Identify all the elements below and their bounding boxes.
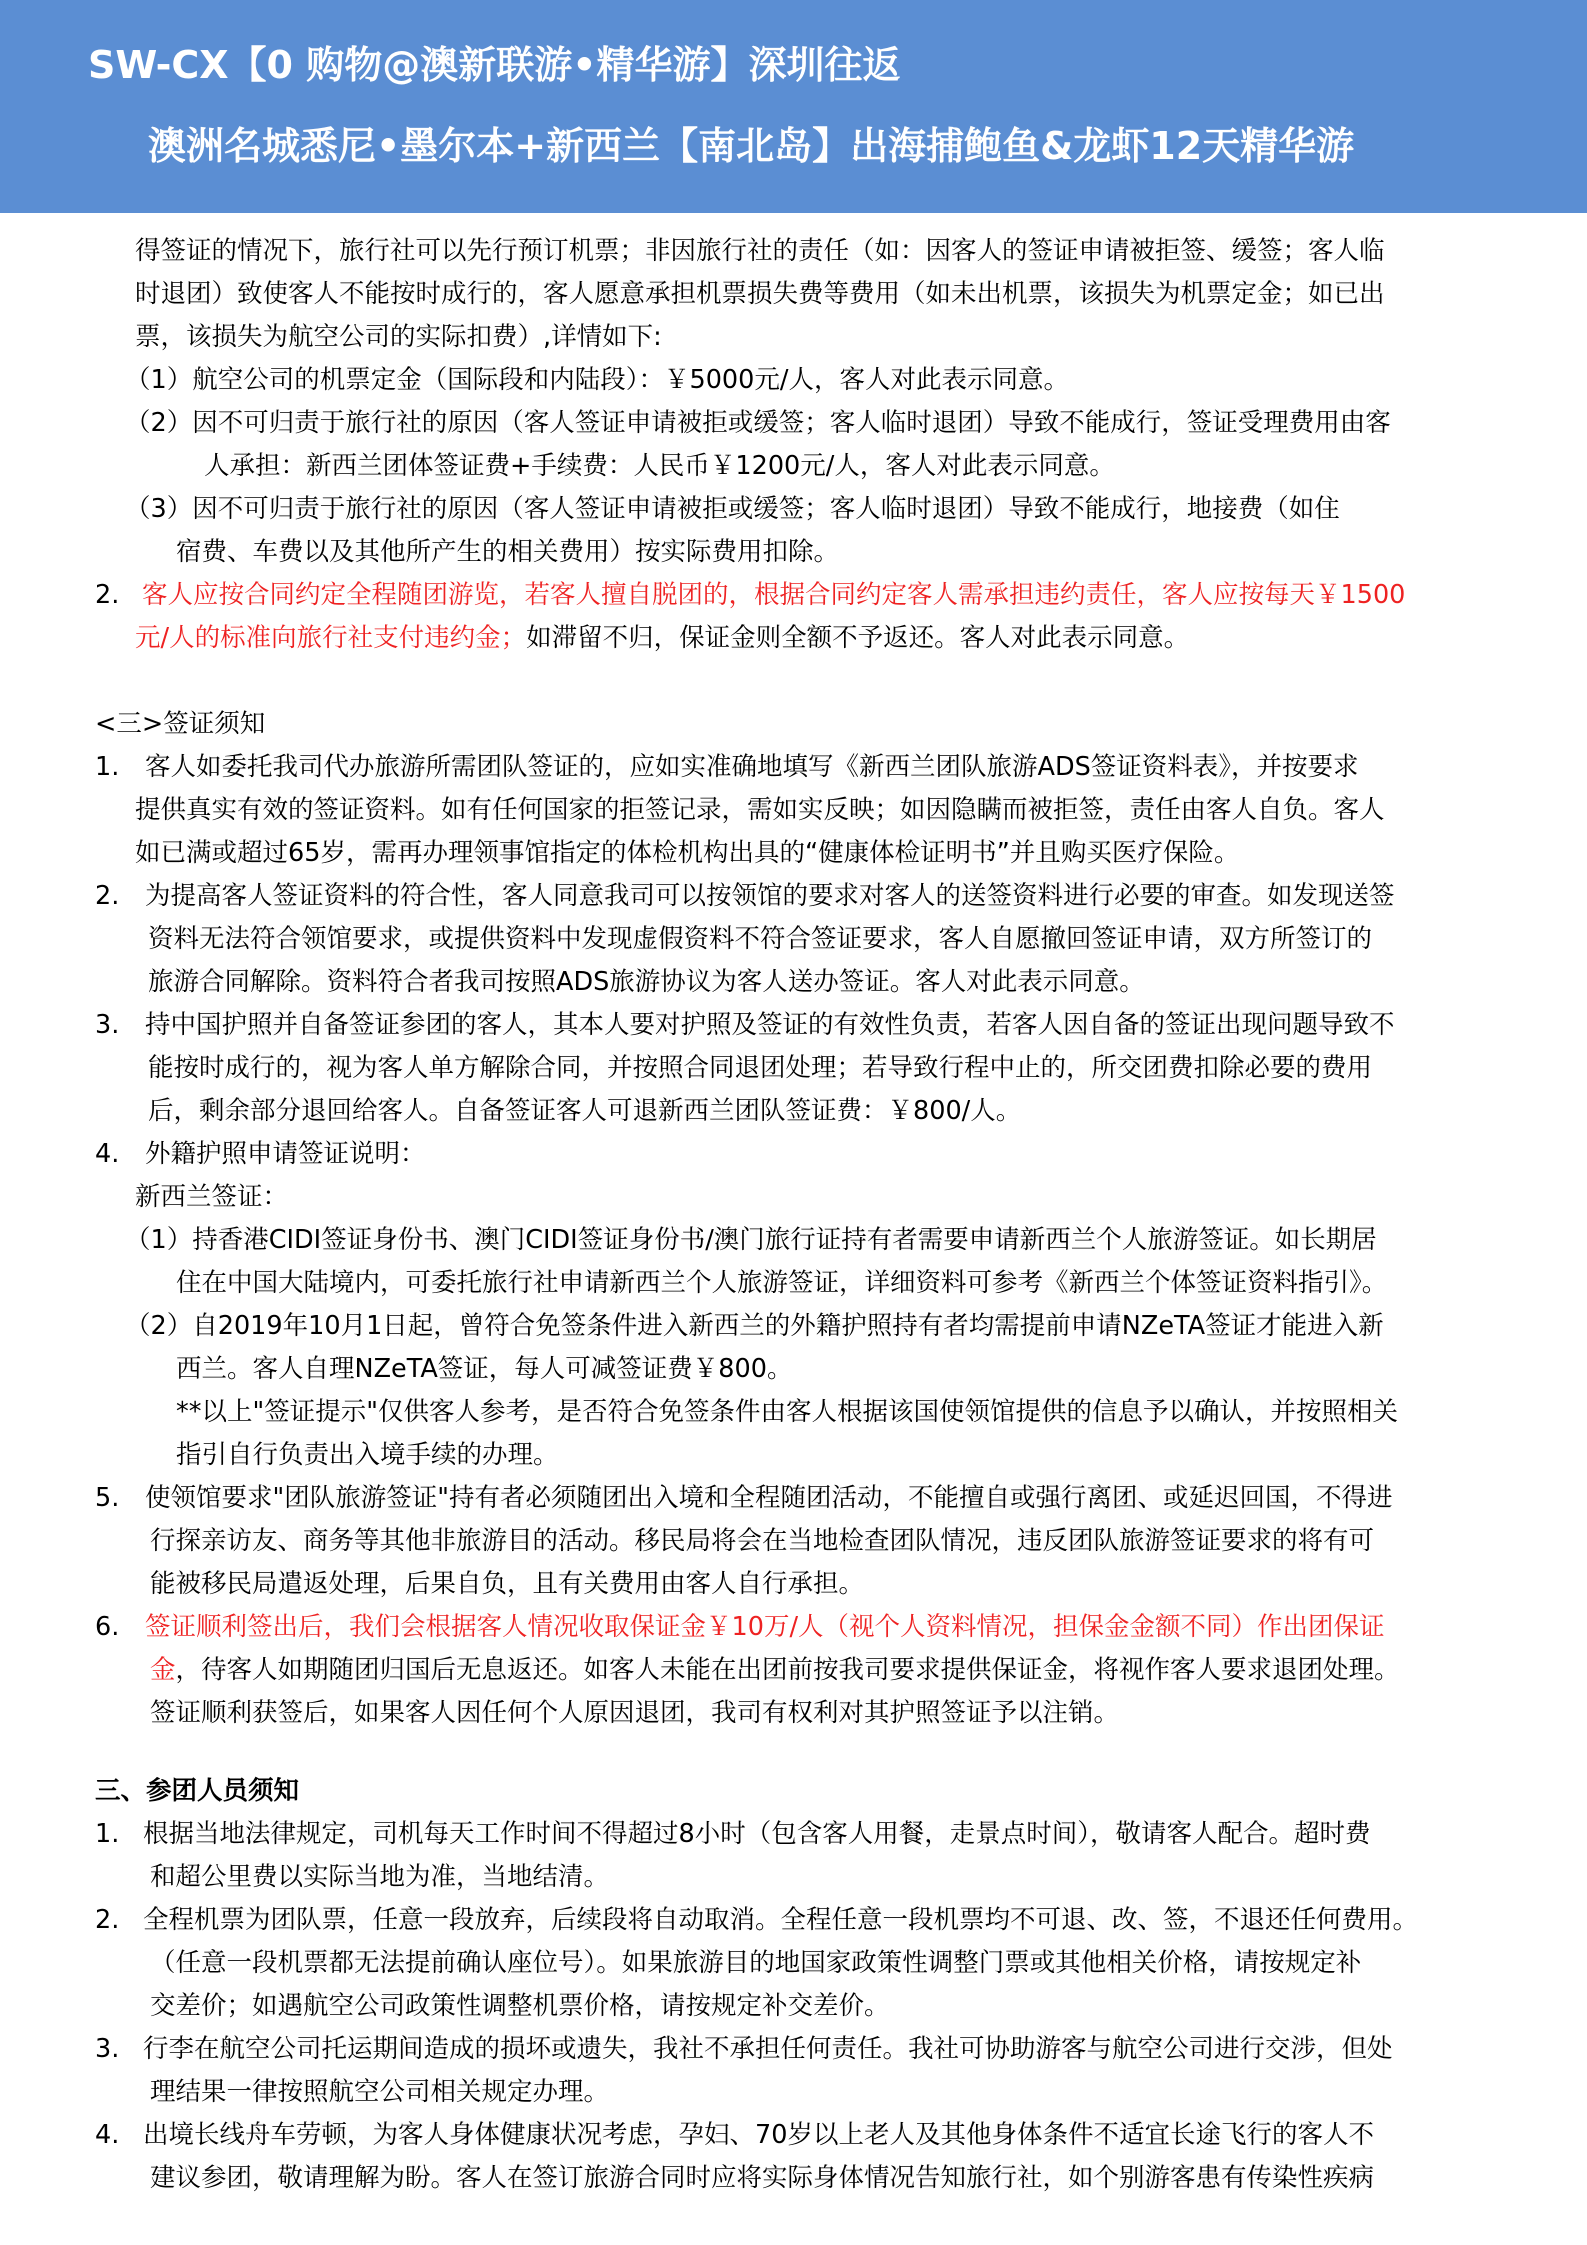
item-number: 4.	[95, 2120, 120, 2150]
sub-item-3: （3）因不可归责于旅行社的原因（客人签证申请被拒或缓签；客人临时退团）导致不能成行，地接费（如住	[125, 494, 1340, 524]
paragraph-line: 得签证的情况下，旅行社可以先行预订机票；非因旅行社的责任（如：因客人的签证申请被拒签、缓签；客人临	[135, 236, 1385, 266]
item-number: 5.	[95, 1483, 120, 1513]
visa-item-1-cont: 如已满或超过65岁，需再办理领事馆指定的体检机构出具的“健康体检证明书”并且购买医疗保险。	[135, 838, 1240, 868]
header-title-line2: 澳洲名城悉尼•墨尔本+新西兰【南北岛】出海捕鲍鱼&龙虾12天精华游	[148, 124, 1355, 168]
visa-item-6-cont	[150, 1649, 1400, 1692]
item-number: 2.	[95, 580, 120, 610]
visa-item-2-cont: 旅游合同解除。资料符合者我司按照ADS旅游协议为客人送办签证。客人对此表示同意。	[148, 967, 1145, 997]
visa-item-4-sub-2-cont: 西兰。客人自理NZeTA签证，每人可减签证费￥800。	[176, 1354, 793, 1384]
header-title-line1: SW-CX【0 购物@澳新联游•精华游】深圳往返	[88, 43, 901, 87]
members-item-3-cont: 理结果一律按照航空公司相关规定办理。	[150, 2077, 610, 2107]
item-number: 6.	[95, 1612, 120, 1642]
visa-heading: <三>签证须知	[95, 709, 266, 739]
members-item-1: 根据当地法律规定，司机每天工作时间不得超过8小时（包含客人用餐，走景点时间），敬请客人配合。超时费	[143, 1819, 1371, 1849]
visa-item-6-cont: 签证顺利获签后，如果客人因任何个人原因退团，我司有权利对其护照签证予以注销。	[150, 1698, 1120, 1728]
visa-item-3-cont: 后，剩余部分退回给客人。自备签证客人可退新西兰团队签证费：￥800/人。	[148, 1096, 1022, 1126]
visa-item-2: 为提高客人签证资料的符合性，客人同意我司可以按领馆的要求对客人的送签资料进行必要的审查。如发现送签	[145, 881, 1395, 911]
page-header	[0, 0, 1587, 213]
penalty-notice: 客人应按合同约定全程随团游览，若客人擅自脱团的，根据合同约定客人需承担违约责任，客人应按每天￥1500	[142, 580, 1406, 610]
visa-note: **以上"签证提示"仅供客人参考，是否符合免签条件由客人根据该国使领馆提供的信息予以确认，并按照相关	[176, 1397, 1398, 1427]
visa-item-5-cont: 能被移民局遣返处理，后果自负，且有关费用由客人自行承担。	[150, 1569, 865, 1599]
visa-item-4-sub-2: （2）自2019年10月1日起，曾符合免签条件进入新西兰的外籍护照持有者均需提前申请NZeTA签证才能进入新	[125, 1311, 1384, 1341]
visa-item-1: 客人如委托我司代办旅游所需团队签证的，应如实准确地填写《新西兰团队旅游ADS签证资料表》，并按要求	[145, 752, 1359, 782]
item-number: 4.	[95, 1139, 120, 1169]
members-item-2-cont: 交差价；如遇航空公司政策性调整机票价格，请按规定补交差价。	[150, 1991, 890, 2021]
members-item-3: 行李在航空公司托运期间造成的损坏或遗失，我社不承担任何责任。我社可协助游客与航空公司进行交涉，但处	[143, 2034, 1393, 2064]
item-number: 3.	[95, 1010, 120, 1040]
visa-item-4: 外籍护照申请签证说明：	[145, 1139, 426, 1169]
paragraph-line: 票，该损失为航空公司的实际扣费）,详情如下:	[135, 322, 662, 352]
visa-item-1-cont: 提供真实有效的签证资料。如有任何国家的拒签记录，需如实反映；如因隐瞒而被拒签，责任由客人自负。客人	[135, 795, 1385, 825]
penalty-notice-cont	[135, 617, 1189, 660]
visa-note-cont: 指引自行负责出入境手续的办理。	[176, 1440, 559, 1470]
visa-item-3-cont: 能按时成行的，视为客人单方解除合同，并按照合同退团处理；若导致行程中止的，所交团费扣除必要的费用	[148, 1053, 1373, 1083]
item-number: 1.	[95, 752, 120, 782]
visa-item-6-black: ，待客人如期随团归国后无息返还。如客人未能在出团前按我司要求提供保证金，将视作客人要求退团处理。	[175, 1655, 1400, 1685]
paragraph-line: 时退团）致使客人不能按时成行的，客人愿意承担机票损失费等费用（如未出机票，该损失为机票定金；如已出	[135, 279, 1385, 309]
item-number: 2.	[95, 881, 120, 911]
sub-item-1: （1）航空公司的机票定金（国际段和内陆段）：￥5000元/人，客人对此表示同意。	[125, 365, 1069, 395]
penalty-notice-red: 元/人的标准向旅行社支付违约金；	[135, 623, 527, 653]
visa-item-6: 签证顺利签出后，我们会根据客人情况收取保证金￥10万/人（视个人资料情况，担保金金额不同）作出团保证	[145, 1612, 1385, 1642]
members-heading: 三、参团人员须知	[95, 1776, 300, 1806]
visa-item-3: 持中国护照并自备签证参团的客人，其本人要对护照及签证的有效性负责，若客人因自备的签证出现问题导致不	[145, 1010, 1395, 1040]
sub-item-3-cont: 宿费、车费以及其他所产生的相关费用）按实际费用扣除。	[176, 537, 840, 567]
visa-item-4-sub-1-cont: 住在中国大陆境内，可委托旅行社申请新西兰个人旅游签证，详细资料可参考《新西兰个体签证资料指引》。	[176, 1268, 1388, 1298]
visa-item-6-red: 金	[150, 1655, 176, 1685]
visa-item-5: 使领馆要求"团队旅游签证"持有者必须随团出入境和全程随团活动，不能擅自或强行离团、或延迟回国，不得进	[145, 1483, 1393, 1513]
penalty-notice-black: 如滞留不归，保证金则全额不予返还。客人对此表示同意。	[526, 623, 1190, 653]
item-number: 3.	[95, 2034, 120, 2064]
members-item-2-cont: （任意一段机票都无法提前确认座位号）。如果旅游目的地国家政策性调整门票或其他相关价格，请按规定补	[150, 1948, 1362, 1978]
members-item-1-cont: 和超公里费以实际当地为准，当地结清。	[150, 1862, 610, 1892]
members-item-2: 全程机票为团队票，任意一段放弃，后续段将自动取消。全程任意一段机票均不可退、改、签，不退还任何费用。	[143, 1905, 1419, 1935]
item-number: 2.	[95, 1905, 120, 1935]
members-item-4-cont: 建议参团，敬请理解为盼。客人在签订旅游合同时应将实际身体情况告知旅行社，如个别游客患有传染性疾病	[150, 2163, 1375, 2193]
visa-item-4-sub-1: （1）持香港CIDI签证身份书、澳门CIDI签证身份书/澳门旅行证持有者需要申请新西兰个人旅游签证。如长期居	[125, 1225, 1377, 1255]
visa-item-5-cont: 行探亲访友、商务等其他非旅游目的活动。移民局将会在当地检查团队情况，违反团队旅游签证要求的将有可	[150, 1526, 1375, 1556]
members-item-4: 出境长线舟车劳顿，为客人身体健康状况考虑，孕妇、70岁以上老人及其他身体条件不适宜长途飞行的客人不	[143, 2120, 1374, 2150]
visa-item-4-sub-heading: 新西兰签证：	[135, 1182, 289, 1212]
visa-item-2-cont: 资料无法符合领馆要求，或提供资料中发现虚假资料不符合签证要求，客人自愿撤回签证申请，双方所签订的	[148, 924, 1373, 954]
sub-item-2: （2）因不可归责于旅行社的原因（客人签证申请被拒或缓签；客人临时退团）导致不能成行，签证受理费用由客	[125, 408, 1391, 438]
item-number: 1.	[95, 1819, 120, 1849]
sub-item-2-cont: 人承担：新西兰团体签证费+手续费：人民币￥1200元/人，客人对此表示同意。	[204, 451, 1115, 481]
